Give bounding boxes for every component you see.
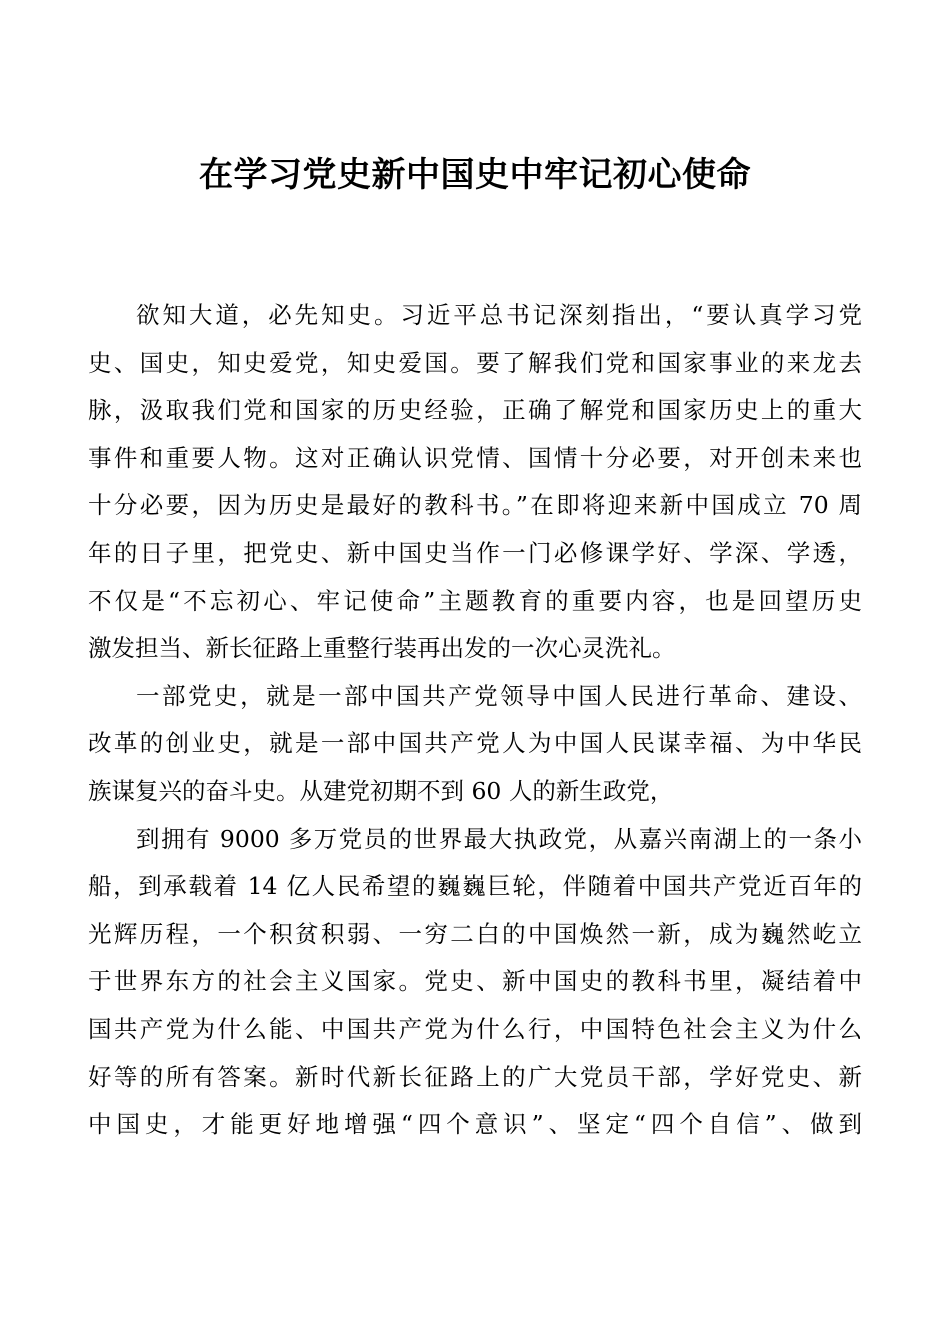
text-line: 国共产党为什么能、中国共产党为什么行，中国特色社会主义为什么 [88, 1014, 862, 1043]
text-line: 中国史，才能更好地增强“四个意识”、坚定“四个自信”、做到 [88, 1110, 862, 1139]
text-line: 史、国史，知史爱党，知史爱国。要了解我们党和国家事业的来龙去 [88, 348, 862, 377]
document-body [88, 292, 862, 1149]
paragraph-1 [88, 292, 862, 673]
text-line: 脉，汲取我们党和国家的历史经验，正确了解党和国家历史上的重大 [88, 396, 862, 425]
document-title: 在学习党史新中国史中牢记初心使命 [199, 155, 751, 195]
text-line: 年的日子里，把党史、新中国史当作一门必修课学好、学深、学透， [88, 538, 862, 567]
text-line: 十分必要，因为历史是最好的教科书。”在即将迎来新中国成立 70 周 [88, 491, 862, 520]
text-line: 到拥有 9000 多万党员的世界最大执政党，从嘉兴南湖上的一条小 [136, 824, 862, 853]
paragraph-2 [88, 673, 862, 816]
text-line: 不仅是“不忘初心、牢记使命”主题教育的重要内容，也是回望历史 [88, 586, 862, 615]
text-line: 于世界东方的社会主义国家。党史、新中国史的教科书里，凝结着中 [88, 967, 862, 996]
text-line: 改革的创业史，就是一部中国共产党人为中国人民谋幸福、为中华民 [88, 729, 862, 758]
text-line: 事件和重要人物。这对正确认识党情、国情十分必要，对开创未来也 [88, 443, 862, 472]
text-line: 欲知大道，必先知史。习近平总书记深刻指出，“要认真学习党 [136, 301, 862, 329]
text-line: 船，到承载着 14 亿人民希望的巍巍巨轮，伴随着中国共产党近百年的 [88, 872, 862, 901]
paragraph-3 [88, 816, 862, 1149]
text-line: 族谋复兴的奋斗史。从建党初期不到 60 人的新生政党， [88, 776, 674, 805]
text-line: 好等的所有答案。新时代新长征路上的广大党员干部，学好党史、新 [88, 1062, 862, 1091]
text-line: 光辉历程，一个积贫积弱、一穷二白的中国焕然一新，成为巍然屹立 [88, 919, 862, 948]
text-line: 一部党史，就是一部中国共产党领导中国人民进行革命、建设、 [136, 681, 862, 710]
text-line: 激发担当、新长征路上重整行装再出发的一次心灵洗礼。 [88, 634, 676, 663]
